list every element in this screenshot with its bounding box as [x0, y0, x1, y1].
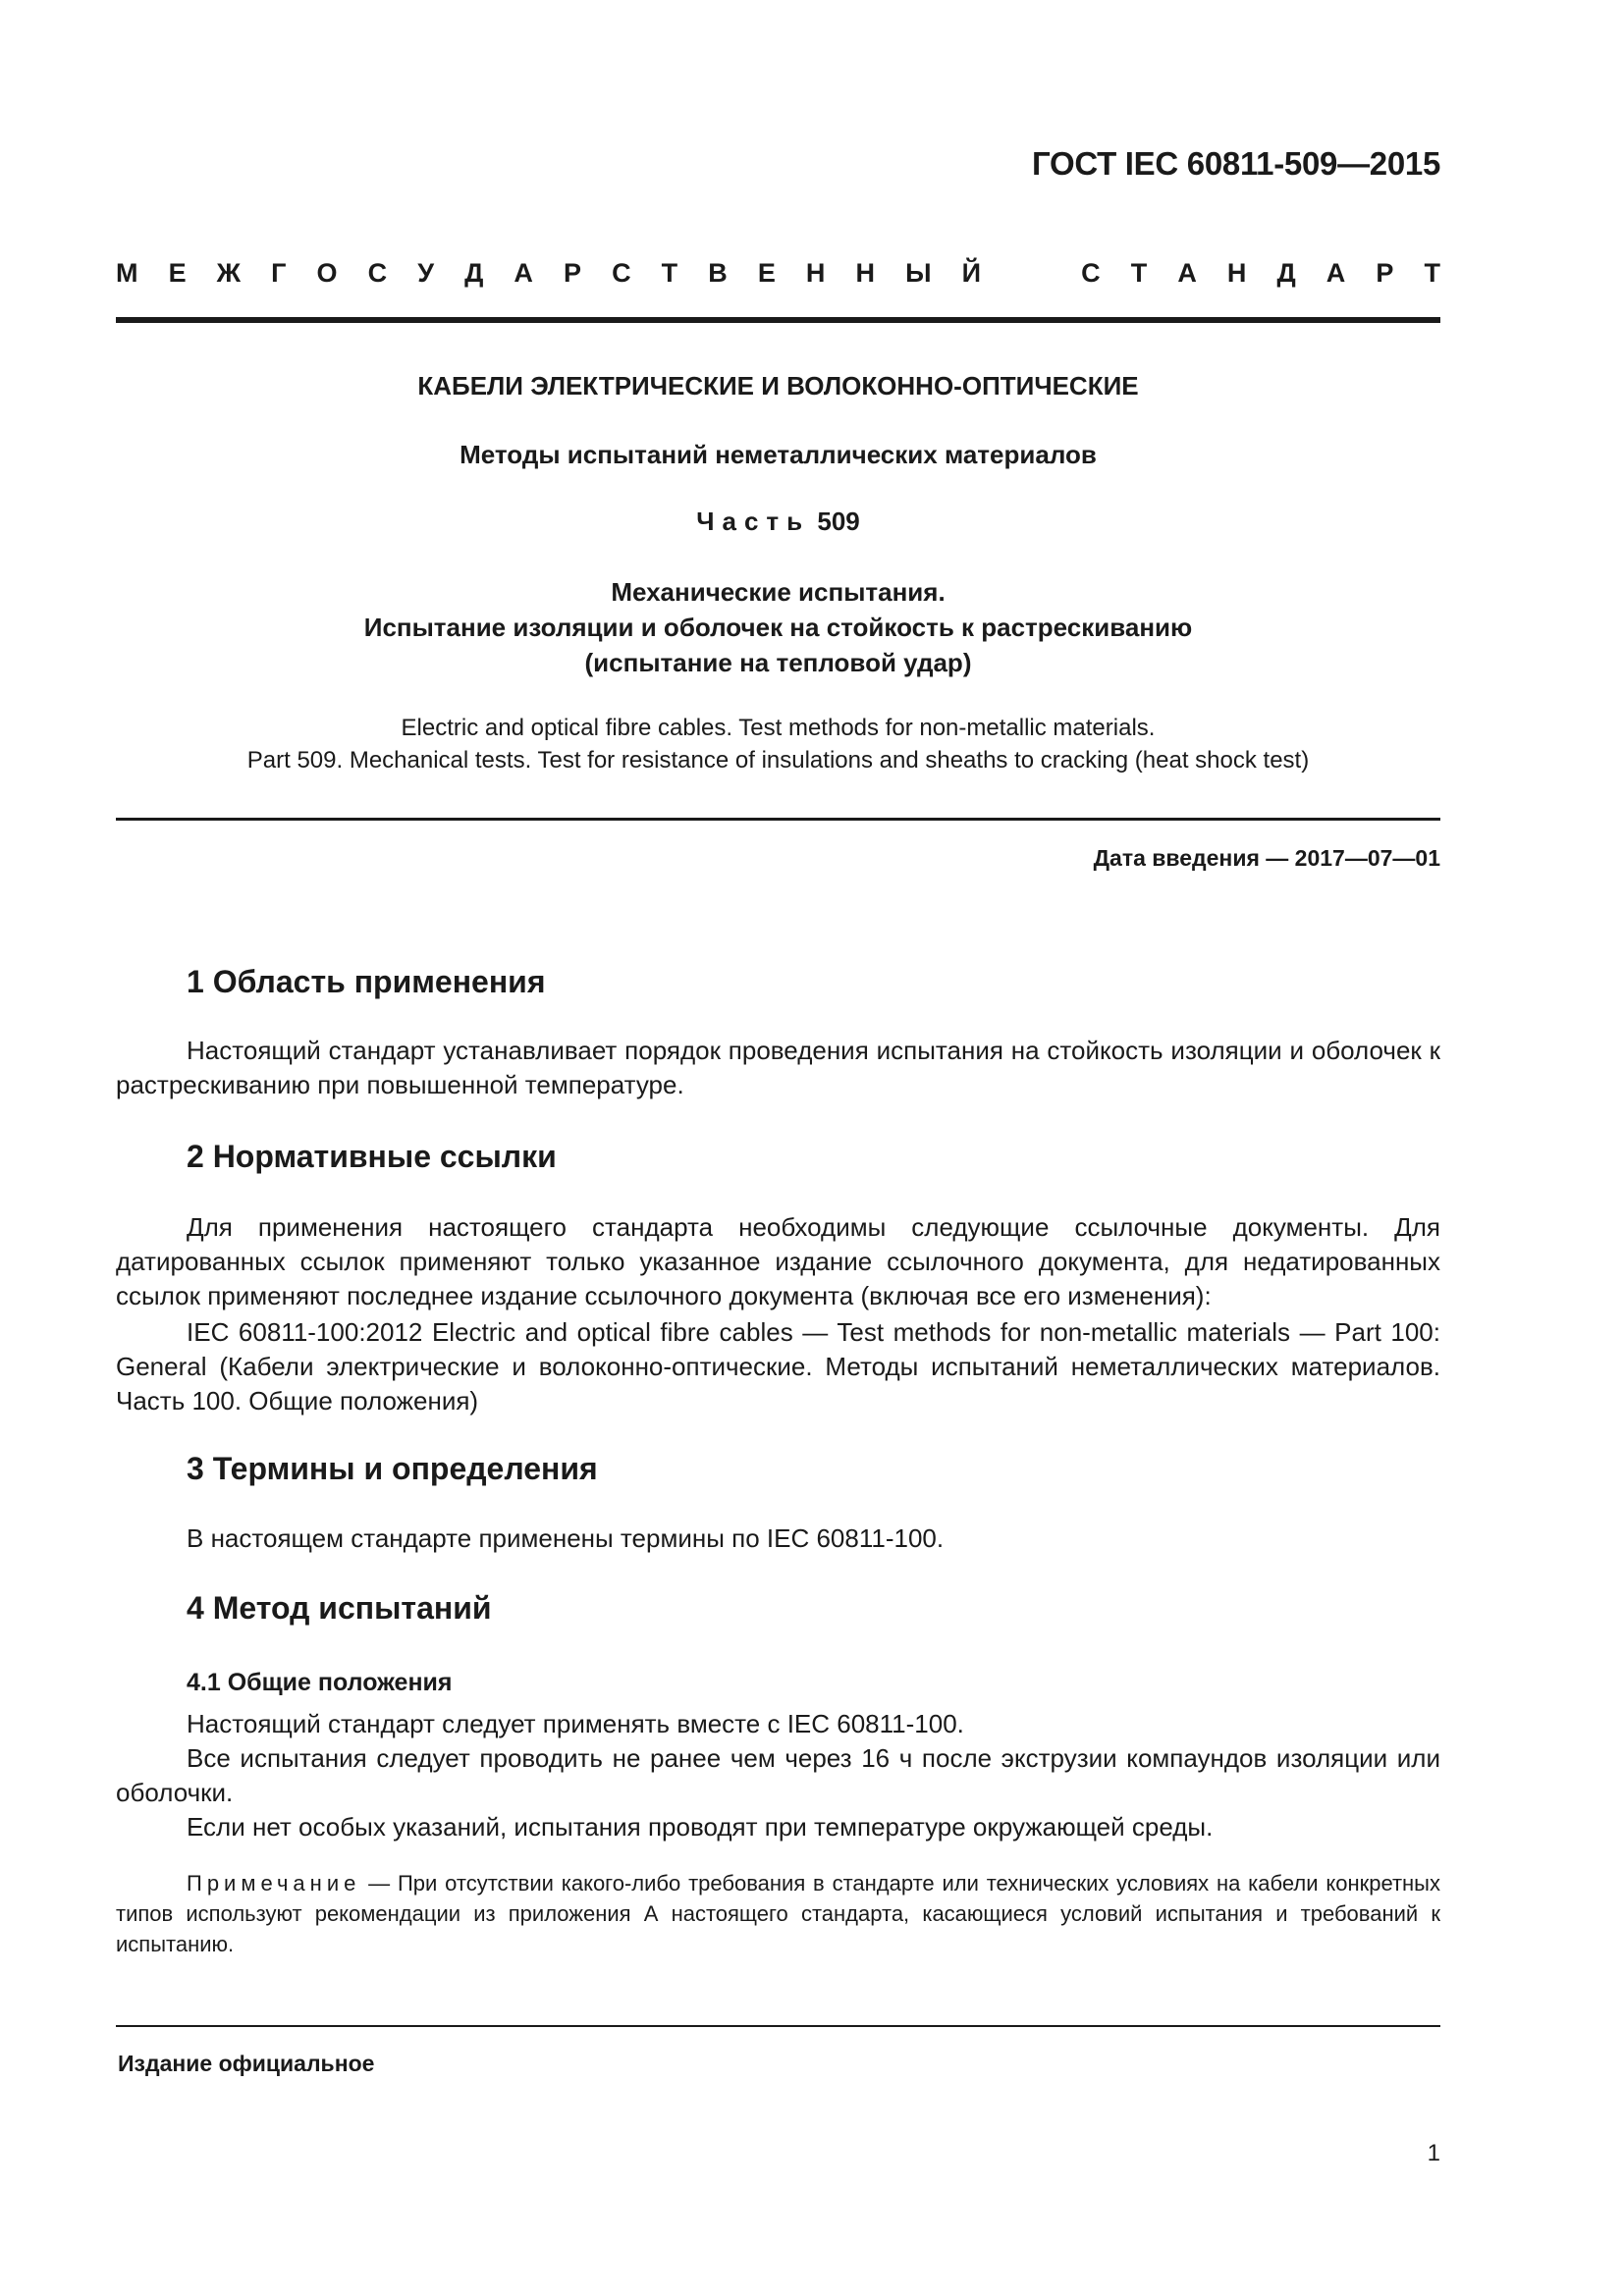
subtitle-line-a: Механические испытания.	[611, 577, 946, 607]
banner-letter: А	[1177, 258, 1197, 288]
banner-letter: Д	[1276, 258, 1296, 288]
banner-letter: Т	[1130, 258, 1148, 288]
banner-letter: С	[367, 258, 388, 288]
section-4-paragraph-2: Все испытания следует проводить не ранее чем через 16 ч после экструзии компаундов изоляции или оболочки.	[116, 1743, 1440, 1807]
banner-letter: Д	[464, 258, 484, 288]
page-number: 1	[1427, 2140, 1440, 2166]
footer-divider	[116, 2025, 1440, 2027]
banner-letter: О	[316, 258, 338, 288]
section-3-heading: 3 Термины и определения	[187, 1451, 598, 1486]
header-divider	[116, 317, 1440, 323]
banner-letter: Р	[564, 258, 582, 288]
banner-letter: М	[116, 258, 138, 288]
english-title	[116, 712, 1440, 776]
title-line-2: Методы испытаний неметаллических материалов	[460, 440, 1097, 469]
banner-letter: Р	[1376, 258, 1394, 288]
banner-letter: Й	[961, 258, 981, 288]
subsection-4-1-heading: 4.1 Общие положения	[187, 1669, 453, 1696]
banner-letter: Н	[805, 258, 826, 288]
banner-letter: Е	[168, 258, 187, 288]
part-word: Часть	[696, 507, 811, 536]
title-line-1: КАБЕЛИ ЭЛЕКТРИЧЕСКИЕ И ВОЛОКОННО-ОПТИЧЕСКИЕ	[417, 371, 1139, 400]
banner-letter: Е	[757, 258, 776, 288]
section-2-heading: 2 Нормативные ссылки	[187, 1139, 557, 1174]
english-title-line-2: Part 509. Mechanical tests. Test for resistance of insulations and sheaths to cracking (heat shock test)	[246, 747, 1310, 774]
section-2-paragraph-2: IEC 60811-100:2012 Electric and optical fibre cables — Test methods for non-metallic materials — Part 100: General (Кабели электрические и волоконно-оптические. Методы испытаний неметаллических материалов. Часть 100. Общие положения)	[116, 1317, 1440, 1415]
banner-letter: Г	[271, 258, 287, 288]
banner-letter: Н	[1226, 258, 1247, 288]
note-block	[116, 1868, 1440, 1959]
banner-letter: А	[514, 258, 533, 288]
banner-letter: Т	[1424, 258, 1440, 288]
banner-letter: Ж	[216, 258, 242, 288]
banner-letter: А	[1325, 258, 1346, 288]
banner-letter: У	[417, 258, 435, 288]
part-number: 509	[817, 507, 860, 536]
banner-letter: В	[708, 258, 728, 288]
banner-letter: Н	[855, 258, 875, 288]
interstate-standard-banner	[116, 258, 1440, 289]
banner-letter: С	[1081, 258, 1101, 288]
section-2-paragraph-1: Для применения настоящего стандарта необходимы следующие ссылочные документы. Для датированных ссылок применяют только указанное издание ссылочного документа, для недатированных ссылок применяют последнее издание ссылочного документа (включая все его изменения):	[116, 1212, 1440, 1310]
note-label: Примечание	[187, 1871, 361, 1896]
banner-letter: С	[612, 258, 631, 288]
introduction-date: Дата введения — 2017—07—01	[1093, 845, 1440, 871]
section-4-paragraph-3: Если нет особых указаний, испытания проводят при температуре окружающей среды.	[187, 1812, 1214, 1842]
title-part	[116, 507, 1440, 537]
document-code: ГОСТ IEC 60811-509—2015	[1032, 145, 1440, 182]
banner-word-gap	[1011, 258, 1051, 289]
subtitle-line-b: Испытание изоляции и оболочек на стойкость к растрескиванию	[363, 613, 1193, 642]
official-edition-label: Издание официальное	[118, 2051, 375, 2076]
title-subtitle	[116, 574, 1440, 680]
section-4-heading: 4 Метод испытаний	[187, 1590, 492, 1626]
section-1-paragraph: Настоящий стандарт устанавливает порядок проведения испытания на стойкость изоляции и оболочек к растрескиванию при повышенной температуре.	[116, 1036, 1440, 1099]
note-text: — При отсутствии какого-либо требования в стандарте или технических условиях на кабели конкретных типов используют рекомендации из приложения А настоящего стандарта, касающиеся условий испытания и требований к испытанию.	[116, 1871, 1440, 1956]
section-4-paragraph-1: Настоящий стандарт следует применять вместе с IEC 60811-100.	[187, 1709, 964, 1738]
section-3-paragraph: В настоящем стандарте применены термины по IEC 60811-100.	[187, 1523, 945, 1553]
title-divider	[116, 818, 1440, 821]
banner-letter: Ы	[905, 258, 932, 288]
subtitle-line-c: (испытание на тепловой удар)	[584, 648, 972, 677]
banner-letter: Т	[661, 258, 678, 288]
section-1-heading: 1 Область применения	[187, 964, 546, 999]
english-title-line-1: Electric and optical fibre cables. Test methods for non-metallic materials.	[401, 715, 1156, 741]
